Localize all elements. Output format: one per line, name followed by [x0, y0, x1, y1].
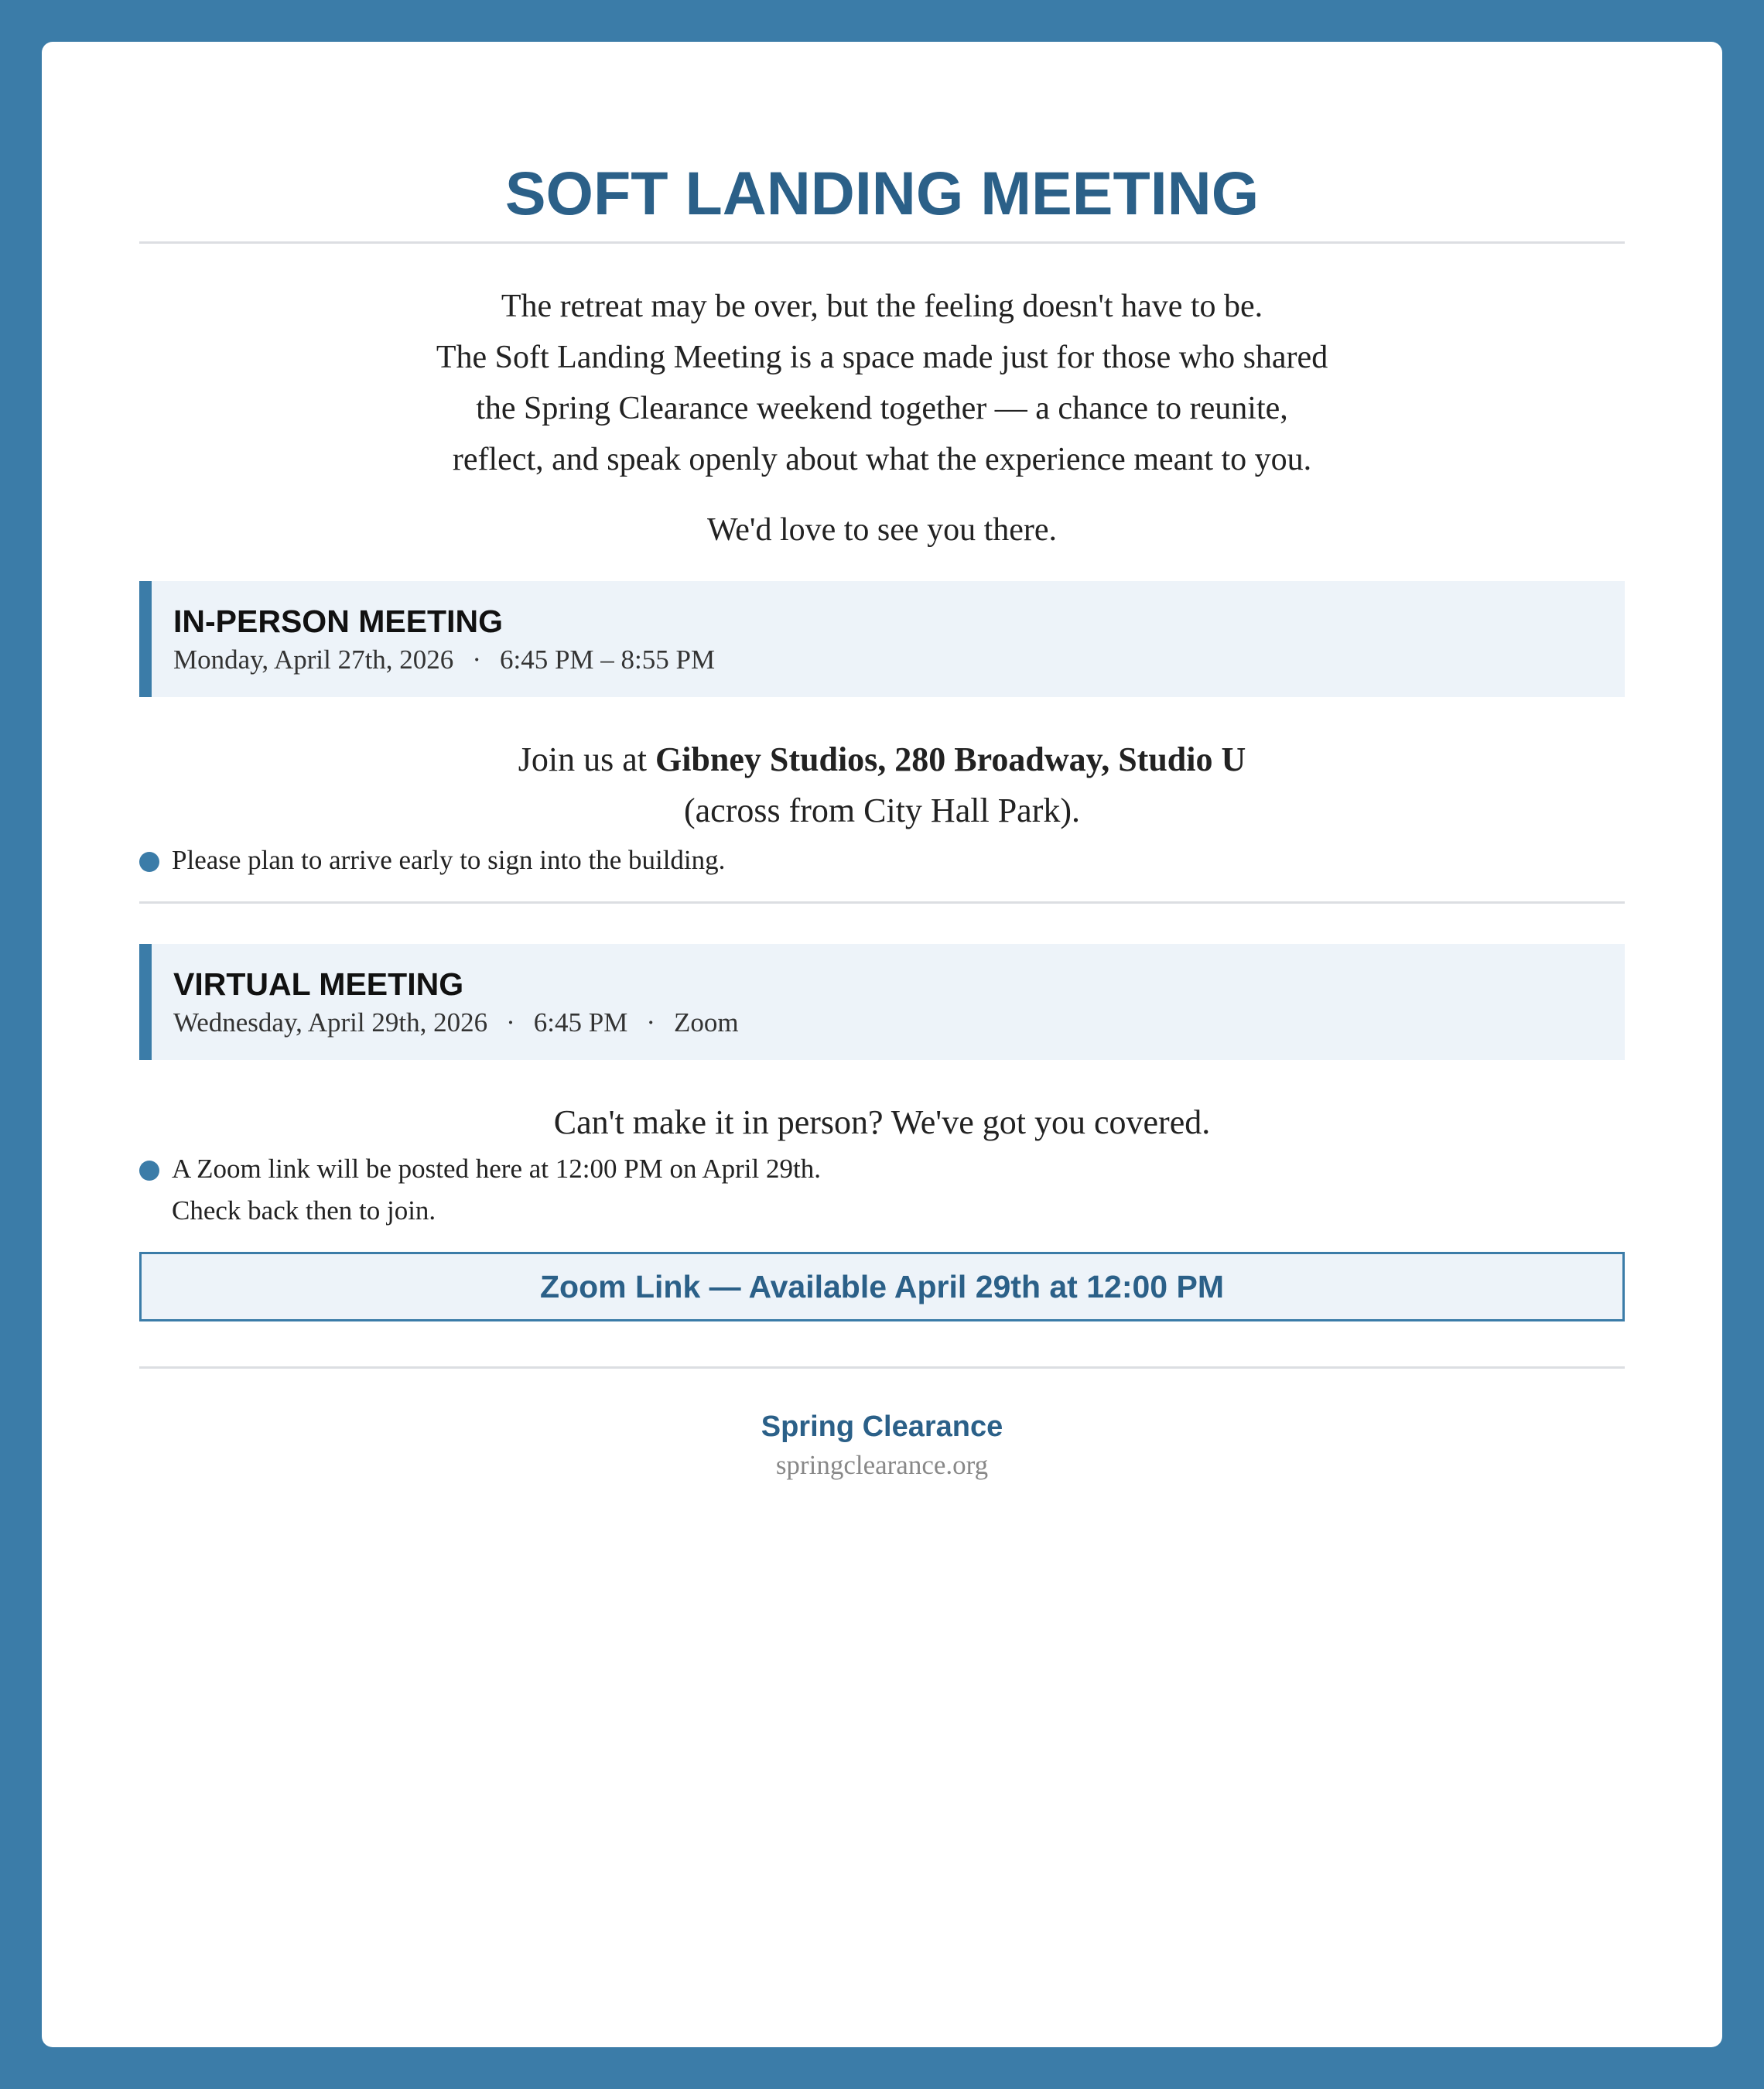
- bullet-icon: [139, 852, 159, 872]
- virtual-note-line: A Zoom link will be posted here at 12:00 PM on April 29th.: [172, 1154, 821, 1184]
- meta-separator: ·: [646, 1007, 655, 1038]
- intro-line: reflect, and speak openly about what the experience meant to you.: [452, 442, 1312, 477]
- intro-line: the Spring Clearance weekend together — a chance to reunite,: [476, 391, 1288, 426]
- intro-line: The Soft Landing Meeting is a space made just for those who shared: [436, 340, 1328, 375]
- in-person-meta: [173, 643, 1625, 677]
- intro-paragraph: [139, 281, 1625, 485]
- in-person-venue: [139, 734, 1625, 836]
- in-person-heading: IN-PERSON MEETING: [173, 603, 503, 639]
- virtual-time: 6:45 PM: [533, 1007, 628, 1038]
- intro-closing: We'd love to see you there.: [706, 512, 1058, 548]
- bullet-icon: [139, 1161, 159, 1181]
- zoom-link-button[interactable]: Zoom Link — Available April 29th at 12:00 PM: [139, 1252, 1625, 1321]
- footer-org-name: Spring Clearance: [761, 1410, 1003, 1443]
- footer-org-url[interactable]: springclearance.org: [775, 1450, 989, 1480]
- in-person-note: [139, 839, 1625, 881]
- virtual-heading: VIRTUAL MEETING: [173, 966, 464, 1002]
- in-person-note-text: Please plan to arrive early to sign into the building.: [172, 845, 726, 875]
- virtual-meta: [173, 1006, 1625, 1040]
- virtual-date: Wednesday, April 29th, 2026: [173, 1007, 488, 1038]
- in-person-time: 6:45 PM – 8:55 PM: [499, 644, 716, 675]
- venue-note: (across from City Hall Park).: [684, 791, 1080, 829]
- intro-line: The retreat may be over, but the feeling doesn't have to be.: [501, 289, 1263, 324]
- title-divider: [139, 241, 1625, 244]
- content-column: [139, 42, 1625, 1485]
- virtual-lead: Can't make it in person? We've got you covered.: [553, 1103, 1211, 1141]
- meta-separator: ·: [506, 1007, 515, 1038]
- in-person-date: Monday, April 27th, 2026: [173, 644, 454, 675]
- venue-line: [139, 734, 1625, 785]
- footer-divider: [139, 1366, 1625, 1369]
- in-person-header-panel: [139, 581, 1625, 697]
- virtual-note-line: Check back then to join.: [172, 1195, 436, 1226]
- page-title: SOFT LANDING MEETING: [504, 159, 1260, 227]
- venue-name: Gibney Studios, 280 Broadway, Studio U: [655, 740, 1246, 778]
- section-divider: [139, 901, 1625, 904]
- virtual-header-panel: [139, 944, 1625, 1060]
- virtual-platform: Zoom: [673, 1007, 739, 1038]
- venue-prefix: Join us at: [518, 740, 655, 778]
- meta-separator: ·: [472, 644, 481, 675]
- virtual-note: [139, 1148, 1625, 1232]
- content-card: [42, 42, 1722, 2047]
